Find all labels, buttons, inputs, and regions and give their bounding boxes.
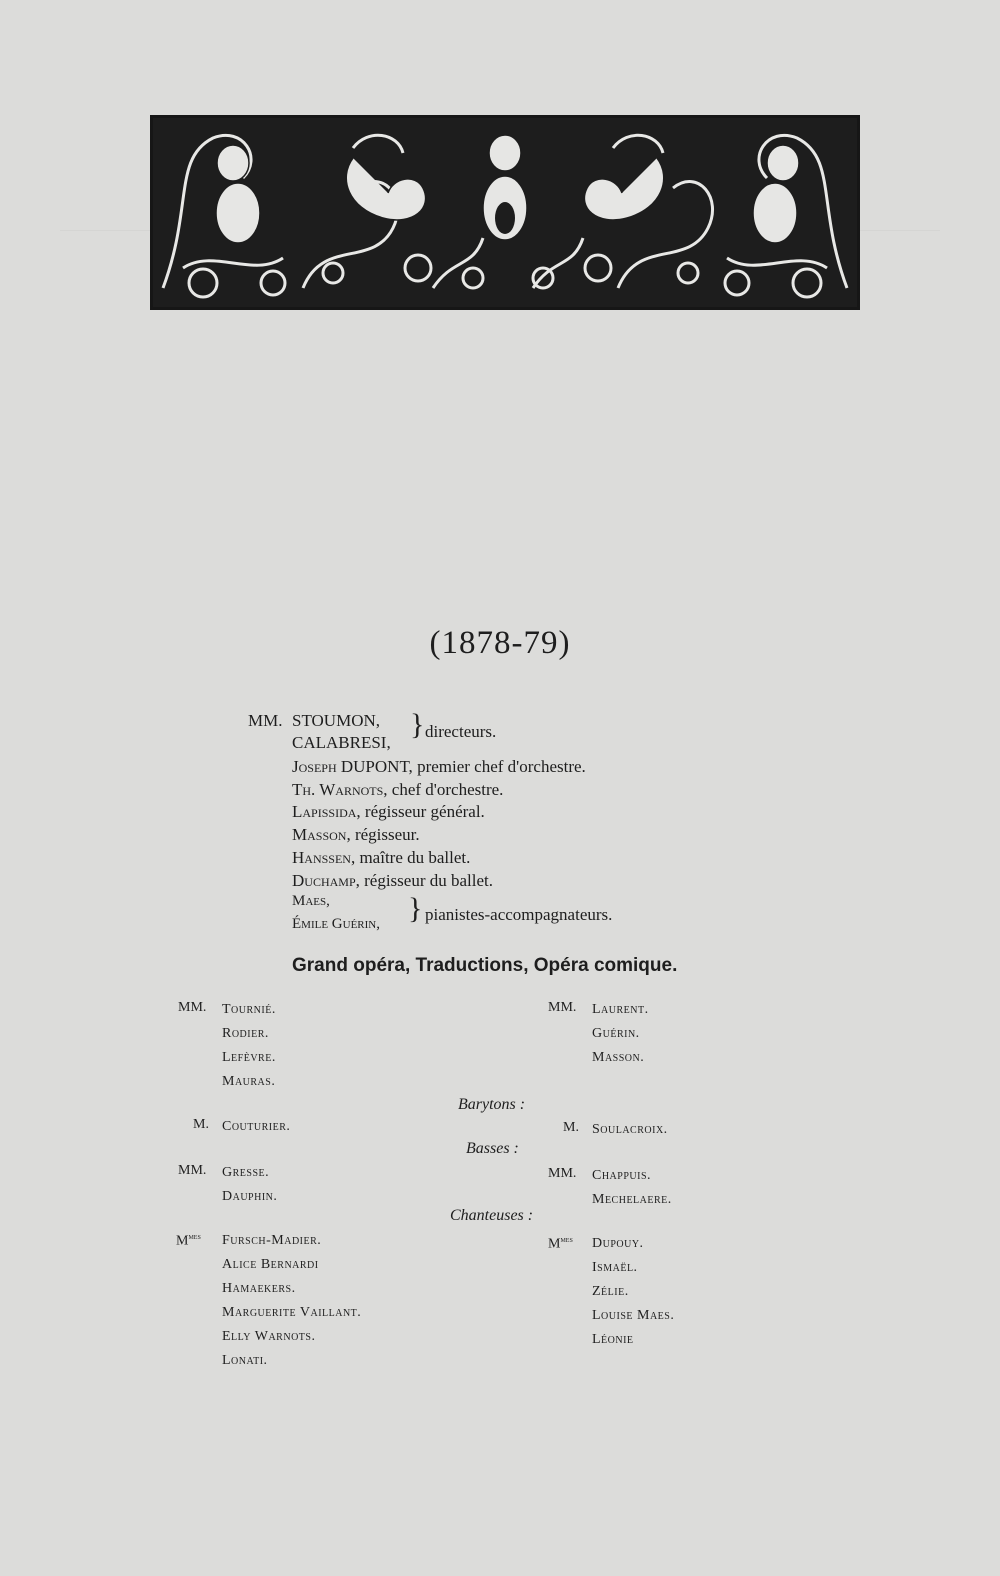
voice-label: Barytons :: [458, 1096, 526, 1113]
pianist-name: Maes,: [292, 893, 330, 909]
singer-name: Dupouy.: [592, 1236, 644, 1251]
director-name: STOUMON,: [292, 711, 381, 730]
singer-name: Dauphin.: [222, 1189, 278, 1204]
staff-role: chef d'orchestre.: [391, 780, 504, 799]
chanteuses-left-list: [222, 1229, 361, 1373]
staff-name: Hanssen,: [292, 848, 356, 867]
prefix-text: M: [176, 1233, 189, 1249]
voice-prefix: [176, 1231, 201, 1250]
staff-name: Lapissida,: [292, 802, 361, 821]
staff-role: régisseur du ballet.: [364, 871, 494, 890]
staff-name: Masson,: [292, 825, 351, 844]
voice-prefix: MM.: [548, 1166, 577, 1181]
staff-role: maître du ballet.: [359, 848, 471, 867]
director-name: CALABRESI,: [292, 733, 391, 752]
tenors-left-list: [222, 998, 276, 1094]
season-title: (1878-79): [429, 625, 571, 661]
staff-line: [292, 848, 470, 868]
singer-name: Laurent.: [592, 1002, 649, 1017]
singer-name: Rodier.: [222, 1026, 269, 1041]
staff-line: [292, 871, 493, 891]
singer-name: Louise Maes.: [592, 1308, 675, 1323]
barytons-left-list: [222, 1115, 290, 1139]
prefix-superscript: mes: [188, 1231, 201, 1241]
singer-name: Soulacroix.: [592, 1122, 668, 1137]
singer-name: Alice Bernardi: [222, 1257, 319, 1272]
voice-prefix: MM.: [178, 1163, 207, 1178]
singer-name: Tournié.: [222, 1002, 276, 1017]
brace: }: [410, 708, 425, 741]
singer-name: Fursch-Madier.: [222, 1233, 322, 1248]
ornament-illustration: [153, 118, 857, 307]
singer-name: Chappuis.: [592, 1168, 652, 1183]
staff-line: [292, 757, 586, 777]
singer-name: Léonie: [592, 1332, 634, 1347]
staff-name: Joseph DUPONT,: [292, 757, 413, 776]
pianist-name: Émile Guérin,: [292, 916, 380, 932]
voice-label: Basses :: [466, 1140, 519, 1157]
singer-name: Masson.: [592, 1050, 645, 1065]
basses-right-list: [592, 1164, 672, 1212]
basses-left-list: [222, 1161, 277, 1209]
staff-mm-prefix: MM.: [248, 711, 283, 730]
singer-name: Hamaekers.: [222, 1281, 296, 1296]
voice-prefix: M.: [193, 1117, 209, 1132]
singer-name: Elly Warnots.: [222, 1329, 316, 1344]
staff-name: Th. Warnots,: [292, 780, 388, 799]
singer-name: Guérin.: [592, 1026, 640, 1041]
staff-line: [292, 825, 420, 845]
pianists-role: pianistes-accompagnateurs.: [425, 905, 613, 924]
voice-label: Chanteuses :: [450, 1207, 534, 1224]
staff-role: régisseur général.: [364, 802, 485, 821]
brace: }: [408, 892, 423, 925]
voice-prefix: MM.: [548, 1000, 577, 1015]
tenors-right-list: [592, 998, 649, 1070]
singer-name: Mauras.: [222, 1074, 276, 1089]
staff-name: Duchamp,: [292, 871, 360, 890]
barytons-right-list: [592, 1118, 668, 1142]
staff-role: premier chef d'orchestre.: [417, 757, 586, 776]
chanteuses-right-list: [592, 1232, 674, 1352]
singer-name: Ismaël.: [592, 1260, 638, 1275]
singer-name: Mechelaere.: [592, 1192, 672, 1207]
singer-name: Marguerite Vaillant.: [222, 1305, 362, 1320]
singer-name: Gresse.: [222, 1165, 270, 1180]
prefix-superscript: mes: [560, 1234, 573, 1244]
singer-name: Lefèvre.: [222, 1050, 276, 1065]
singer-name: Couturier.: [222, 1119, 291, 1134]
prefix-text: M: [548, 1236, 561, 1252]
singer-name: Zélie.: [592, 1284, 629, 1299]
directors-role: directeurs.: [425, 722, 497, 741]
voice-prefix: MM.: [178, 1000, 207, 1015]
voice-prefix: [548, 1234, 573, 1253]
staff-line: [292, 802, 485, 822]
voice-prefix: M.: [563, 1120, 579, 1135]
ornamental-banner: [150, 115, 860, 310]
singer-name: Lonati.: [222, 1353, 268, 1368]
staff-role: régisseur.: [354, 825, 420, 844]
staff-line: [292, 780, 503, 800]
section-heading: Grand opéra, Traductions, Opéra comique.: [292, 955, 678, 976]
